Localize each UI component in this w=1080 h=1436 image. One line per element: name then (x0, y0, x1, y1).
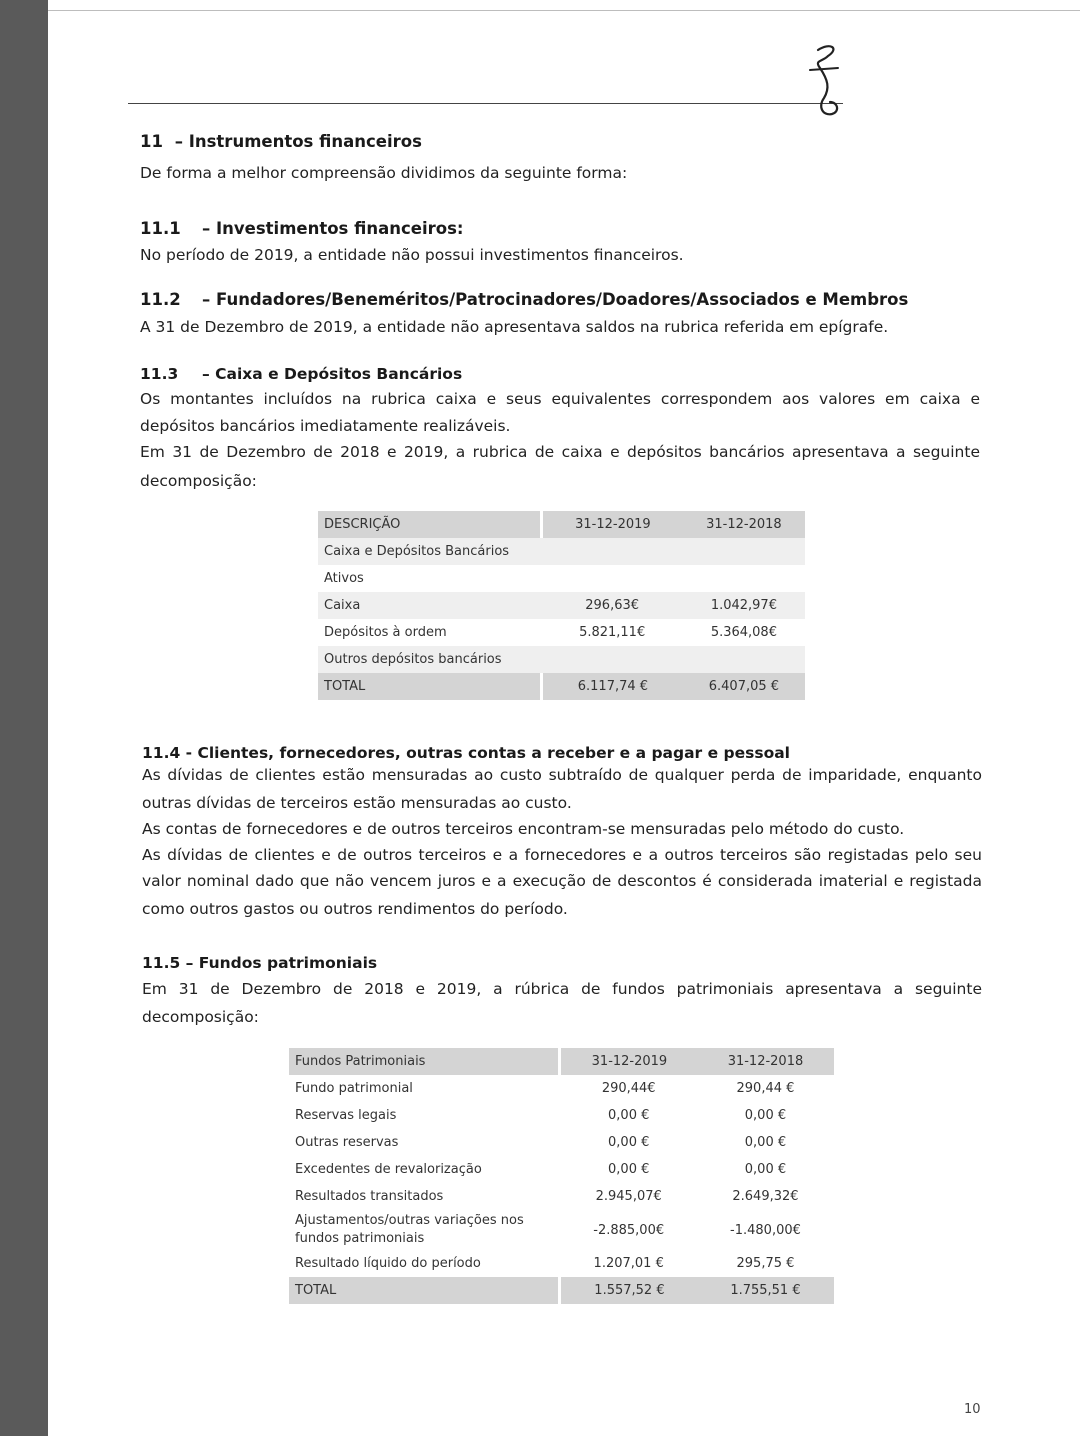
row-label: Fundo patrimonial (295, 1081, 413, 1096)
section-11-1-number: 11.1 (140, 219, 181, 238)
row-value-2019: 2.945,07€ (595, 1189, 662, 1204)
table-total-row (289, 1277, 834, 1304)
row-label-multiline (289, 1210, 560, 1250)
table-header-row (289, 1048, 834, 1075)
table-header-2018: 31-12-2018 (683, 511, 804, 538)
section-11-2-number: 11.2 (140, 290, 181, 309)
row-value-2018 (683, 646, 804, 673)
table-row (289, 1156, 834, 1183)
row-value-2018: 0,00 € (744, 1135, 787, 1150)
table-row (318, 592, 805, 619)
table-row (318, 646, 805, 673)
table-row (289, 1183, 834, 1210)
row-value-2018: 295,75 € (736, 1256, 795, 1271)
row-label: Caixa (318, 592, 541, 619)
row-value-2018: 290,44 € (736, 1081, 795, 1096)
total-value-2019: 6.117,74 € (541, 673, 683, 700)
table-row (289, 1210, 834, 1250)
section-11-title: – Instrumentos financeiros (174, 132, 422, 151)
section-11-4-p3-line1: As dívidas de clientes e de outros terceiros e a fornecedores e a outros terceiros são registadas pelo seu (142, 846, 982, 864)
table-row (318, 619, 805, 646)
row-label: Outras reservas (295, 1135, 399, 1150)
table-header-row (318, 511, 805, 538)
row-value-2018: 0,00 € (744, 1108, 787, 1123)
section-11-4-p3-line3: como outros gastos ou outros rendimentos do período. (142, 900, 568, 918)
row-value-2019: 0,00 € (608, 1108, 650, 1123)
row-value-2018: 5.364,08€ (710, 625, 777, 640)
table-row (318, 565, 805, 592)
section-11-3-p2-line2: decomposição: (140, 472, 257, 490)
section-11-4-p1-line1: As dívidas de clientes estão mensuradas ao custo subtraído de qualquer perda de imparidade, enquanto (142, 766, 982, 784)
section-11-5-p1-line2: decomposição: (142, 1008, 259, 1026)
section-11-intro: De forma a melhor compreensão dividimos da seguinte forma: (140, 164, 628, 182)
section-11-5-heading: 11.5 – Fundos patrimoniais (142, 954, 378, 972)
table-header-funds: Fundos Patrimoniais (289, 1048, 560, 1075)
row-value-2018: 2.649,32€ (732, 1189, 799, 1204)
document-page (48, 0, 1080, 1436)
table-row (289, 1129, 834, 1156)
section-11-1-heading (140, 219, 464, 238)
cash-deposits-table (318, 511, 806, 700)
row-value-2018 (683, 538, 804, 565)
header-rule (128, 103, 843, 104)
table-row (289, 1250, 834, 1277)
section-11-3-p1-line2: depósitos bancários imediatamente realizáveis. (140, 417, 511, 435)
section-11-2-text: A 31 de Dezembro de 2019, a entidade não apresentava saldos na rubrica referida em epígrafe. (140, 318, 889, 336)
row-value-2019 (541, 565, 683, 592)
table-header-2019: 31-12-2019 (560, 1048, 697, 1075)
table-header-description: DESCRIÇÃO (318, 511, 541, 538)
row-label-line2: fundos patrimoniais (295, 1231, 425, 1246)
row-label: Ativos (324, 571, 364, 586)
row-value-2019: 296,63€ (541, 592, 683, 619)
top-rule (48, 10, 1080, 11)
section-11-2-title: – Fundadores/Beneméritos/Patrocinadores/Doadores/Associados e Membros (202, 290, 909, 309)
page-number: 10 (964, 1402, 981, 1417)
row-label: Outros depósitos bancários (318, 646, 541, 673)
section-11-number: 11 (140, 132, 163, 151)
section-11-1-title: – Investimentos financeiros: (202, 219, 464, 238)
section-11-1-text: No período de 2019, a entidade não possui investimentos financeiros. (140, 246, 684, 264)
section-11-3-number: 11.3 (140, 365, 179, 383)
row-label: Depósitos à ordem (324, 625, 447, 640)
row-value-2018: -1.480,00€ (730, 1222, 801, 1238)
total-label: TOTAL (318, 673, 541, 700)
table-row (289, 1102, 834, 1129)
section-11-4-p1-line2: outras dívidas de terceiros estão mensuradas ao custo. (142, 794, 572, 812)
row-label: Reservas legais (295, 1108, 397, 1123)
row-value-2019 (541, 646, 683, 673)
total-value-2018: 6.407,05 € (683, 673, 804, 700)
total-value-2018: 1.755,51 € (697, 1277, 833, 1304)
table-header-2018: 31-12-2018 (697, 1048, 833, 1075)
row-value-2019: 290,44€ (601, 1081, 656, 1096)
section-11-4-p3-line2: valor nominal dado que não vencem juros e a execução de descontos é considerada imaterial e registada (142, 872, 982, 890)
section-11-3-p1-line1: Os montantes incluídos na rubrica caixa e seus equivalentes correspondem aos valores em caixa e (140, 390, 980, 408)
row-value-2019: -2.885,00€ (593, 1222, 665, 1238)
equity-funds-table (289, 1048, 835, 1304)
row-label: Resultado líquido do período (295, 1256, 481, 1271)
row-label: Resultados transitados (295, 1189, 444, 1204)
row-value-2018 (683, 565, 804, 592)
total-label: TOTAL (289, 1277, 560, 1304)
total-value-2019: 1.557,52 € (560, 1277, 697, 1304)
row-label: Excedentes de revalorização (295, 1162, 482, 1177)
row-value-2019 (541, 538, 683, 565)
section-11-4-p2: As contas de fornecedores e de outros terceiros encontram-se mensuradas pelo método do custo. (142, 820, 905, 838)
row-label: Caixa e Depósitos Bancários (318, 538, 541, 565)
row-value-2018: 1.042,97€ (683, 592, 804, 619)
row-label-line1: Ajustamentos/outras variações nos (295, 1213, 524, 1228)
row-value-2019: 0,00 € (608, 1135, 650, 1150)
handwritten-initials (800, 40, 850, 120)
section-11-4-heading: 11.4 - Clientes, fornecedores, outras contas a receber e a pagar e pessoal (142, 744, 790, 762)
table-header-2019: 31-12-2019 (541, 511, 683, 538)
section-11-heading (140, 132, 422, 151)
row-value-2018: 0,00 € (744, 1162, 787, 1177)
row-value-2019: 1.207,01 € (593, 1256, 664, 1271)
section-11-3-title: – Caixa e Depósitos Bancários (202, 365, 463, 383)
table-row (289, 1075, 834, 1102)
section-11-3-p2-line1: Em 31 de Dezembro de 2018 e 2019, a rubrica de caixa e depósitos bancários apresentava a seguinte (140, 443, 980, 461)
section-11-3-heading (140, 365, 462, 383)
row-value-2019: 0,00 € (608, 1162, 650, 1177)
table-row (318, 538, 805, 565)
section-11-2-heading (140, 290, 908, 309)
section-11-5-p1-line1: Em 31 de Dezembro de 2018 e 2019, a rúbrica de fundos patrimoniais apresentava a seguinte (142, 980, 982, 998)
table-total-row (318, 673, 805, 700)
row-value-2019: 5.821,11€ (579, 625, 646, 640)
